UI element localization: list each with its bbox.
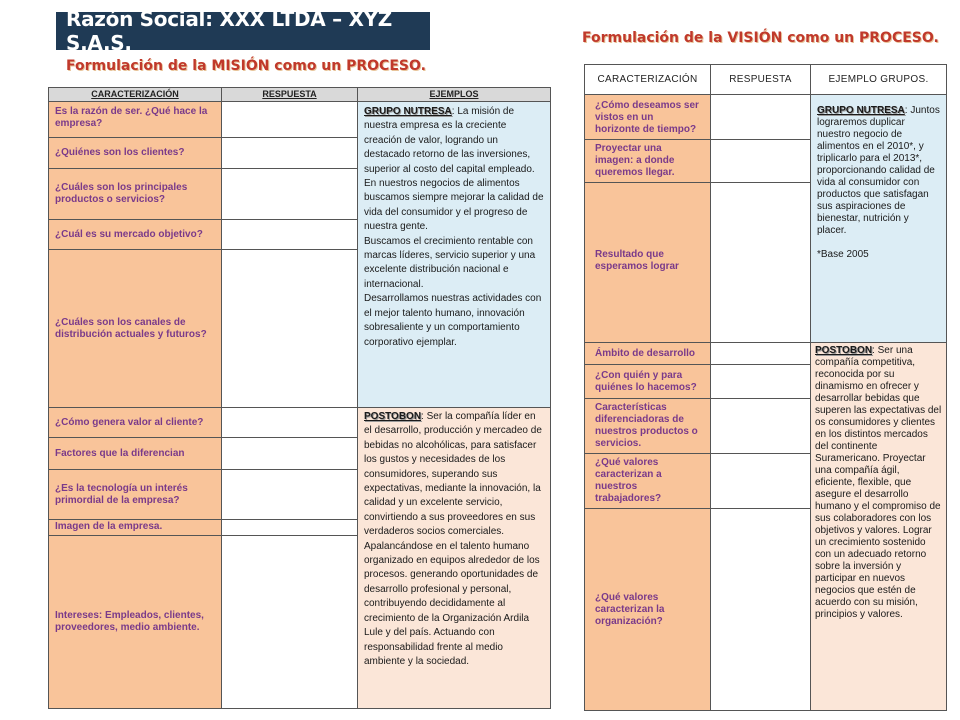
- vision-question: Características diferenciadoras de nuestros productos o servicios.: [585, 399, 711, 454]
- mision-question: Imagen de la empresa.: [49, 520, 222, 536]
- mision-example-paragraph: Buscamos el crecimiento rentable con marcas líderes, servicio superior y una excelente distribución nacional e internacional.: [364, 235, 536, 290]
- vision-answer-field[interactable]: [711, 95, 811, 140]
- mision-question: ¿Es la tecnología un interés primordial de la empresa?: [49, 470, 222, 520]
- mision-answer-field[interactable]: [222, 220, 358, 250]
- mision-example-paragraph: Desarrollamos nuestras actividades con el mejor talento humano, innovación sobresaliente y un comportamiento corporativo ejemplar.: [364, 293, 542, 348]
- vision-question: Proyectar una imagen: a donde queremos llegar.: [585, 140, 711, 183]
- vision-example-nutresa: [811, 95, 947, 343]
- mision-question: ¿Cuál es su mercado objetivo?: [49, 220, 222, 250]
- mision-question: ¿Quiénes son los clientes?: [49, 138, 222, 169]
- mision-header-row: [49, 88, 551, 102]
- vision-header-respuesta: RESPUESTA: [711, 65, 811, 95]
- base-note: *Base 2005: [817, 249, 869, 260]
- mision-example-text: : Ser la compañía líder en el desarrollo, producción y mercadeo de bebidas no alcohólicas, para satisfacer los gustos y necesidades de los consumidores, superando sus expectativas, mediante la innovación, la calidad y un excelente servicio, convirtiendo a sus proveedores en sus verdaderos socios comerciales.: [364, 411, 542, 538]
- brand-postobon: POSTOBON: [364, 411, 422, 422]
- mision-example-text: : La misión de nuestra empresa es la creciente creación de valor, logrando un destacado retorno de las inversiones, superior al costo del capital empleado.: [364, 106, 535, 175]
- vision-question: ¿Qué valores caracterizan a nuestros trabajadores?: [585, 454, 711, 509]
- vision-header-caracterizacion: CARACTERIZACIÓN: [585, 65, 711, 95]
- vision-heading: Formulación de la VISIÓN como un PROCESO.: [582, 30, 939, 46]
- mision-header-caracterizacion: CARACTERIZACIÓN: [49, 88, 222, 102]
- mision-answer-field[interactable]: [222, 438, 358, 470]
- mision-question: ¿Cuáles son los principales productos o servicios?: [49, 169, 222, 220]
- mision-question: Factores que la diferencian: [49, 438, 222, 470]
- vision-header-ejemplo: EJEMPLO GRUPOS.: [811, 65, 947, 95]
- brand-postobon: POSTOBON: [815, 345, 873, 356]
- vision-example-text: : Ser una compañía competitiva, reconocida por su dinamismo en ofrecer y desarrollar bebidas que superen las expectativas del os consumidores y clientes en los distintos mercados del continente Suramericano. Proyectar una compañía ágil, eficiente, flexible, que asegure el desarrollo humano y el compromiso de sus colaboradores con los objetivos y valores. Lograr un crecimiento sostenido con un adecuado retorno sobre la inversión y participar en nuevos negocios que estén de acuerdo con su misión, principios y valores.: [815, 345, 942, 620]
- table-row: [585, 343, 947, 365]
- mision-table: [48, 87, 551, 709]
- mision-question: Intereses: Empleados, clientes, proveedores, medio ambiente.: [49, 536, 222, 709]
- vision-question: ¿Qué valores caracterizan la organización?: [585, 509, 711, 711]
- table-row: [585, 95, 947, 140]
- vision-answer-field[interactable]: [711, 454, 811, 509]
- vision-question: ¿Con quién y para quiénes lo hacemos?: [585, 365, 711, 399]
- mision-answer-field[interactable]: [222, 536, 358, 709]
- table-row: [49, 102, 551, 138]
- brand-nutresa: GRUPO NUTRESA: [364, 106, 452, 117]
- mision-answer-field[interactable]: [222, 408, 358, 438]
- mision-example-postobon: [358, 408, 551, 709]
- vision-question: Resultado que esperamos lograr: [585, 183, 711, 343]
- mision-answer-field[interactable]: [222, 470, 358, 520]
- brand-nutresa: GRUPO NUTRESA: [817, 105, 905, 116]
- mision-example-paragraph: Apalancándose en el talento humano organizado en equipos alrededor de los procesos. generando oportunidades de desarrollo profesional y personal, contribuyendo decididamente al crecimiento de la Organización Ardila Lule y del país. Actuando con responsabilidad frente al medio ambiente y la sociedad.: [364, 540, 540, 667]
- mision-header-ejemplos: EJEMPLOS: [358, 88, 551, 102]
- vision-answer-field[interactable]: [711, 343, 811, 365]
- mision-header-respuesta: RESPUESTA: [222, 88, 358, 102]
- mision-answer-field[interactable]: [222, 169, 358, 220]
- vision-answer-field[interactable]: [711, 509, 811, 711]
- vision-header-row: [585, 65, 947, 95]
- table-row: [49, 408, 551, 438]
- mision-answer-field[interactable]: [222, 138, 358, 169]
- vision-question: Ámbito de desarrollo: [585, 343, 711, 365]
- mision-answer-field[interactable]: [222, 250, 358, 408]
- page-title: Razón Social: XXX LTDA – XYZ S.A.S.: [56, 12, 430, 50]
- mision-answer-field[interactable]: [222, 520, 358, 536]
- mision-example-paragraph: En nuestros negocios de alimentos buscamos siempre mejorar la calidad de vida del consumidor y el progreso de nuestra gente.: [364, 178, 544, 233]
- vision-answer-field[interactable]: [711, 365, 811, 399]
- mision-answer-field[interactable]: [222, 102, 358, 138]
- mision-question: ¿Cómo genera valor al cliente?: [49, 408, 222, 438]
- vision-answer-field[interactable]: [711, 183, 811, 343]
- vision-question: ¿Cómo deseamos ser vistos en un horizonte de tiempo?: [585, 95, 711, 140]
- mision-question: Es la razón de ser. ¿Qué hace la empresa?: [49, 102, 222, 138]
- mision-example-nutresa: [358, 102, 551, 408]
- vision-example-postobon: [811, 343, 947, 711]
- vision-example-text: : Juntos lograremos duplicar nuestro negocio de alimentos en el 2010*, y triplicarlo para el 2013*, proporcionando calidad de vida al consumidor con productos que satisfagan sus aspiraciones de bienestar, nutrición y placer.: [817, 105, 940, 236]
- mision-question: ¿Cuáles son los canales de distribución actuales y futuros?: [49, 250, 222, 408]
- vision-answer-field[interactable]: [711, 399, 811, 454]
- vision-answer-field[interactable]: [711, 140, 811, 183]
- mision-heading: Formulación de la MISIÓN como un PROCESO.: [66, 58, 426, 74]
- vision-table: [584, 64, 947, 711]
